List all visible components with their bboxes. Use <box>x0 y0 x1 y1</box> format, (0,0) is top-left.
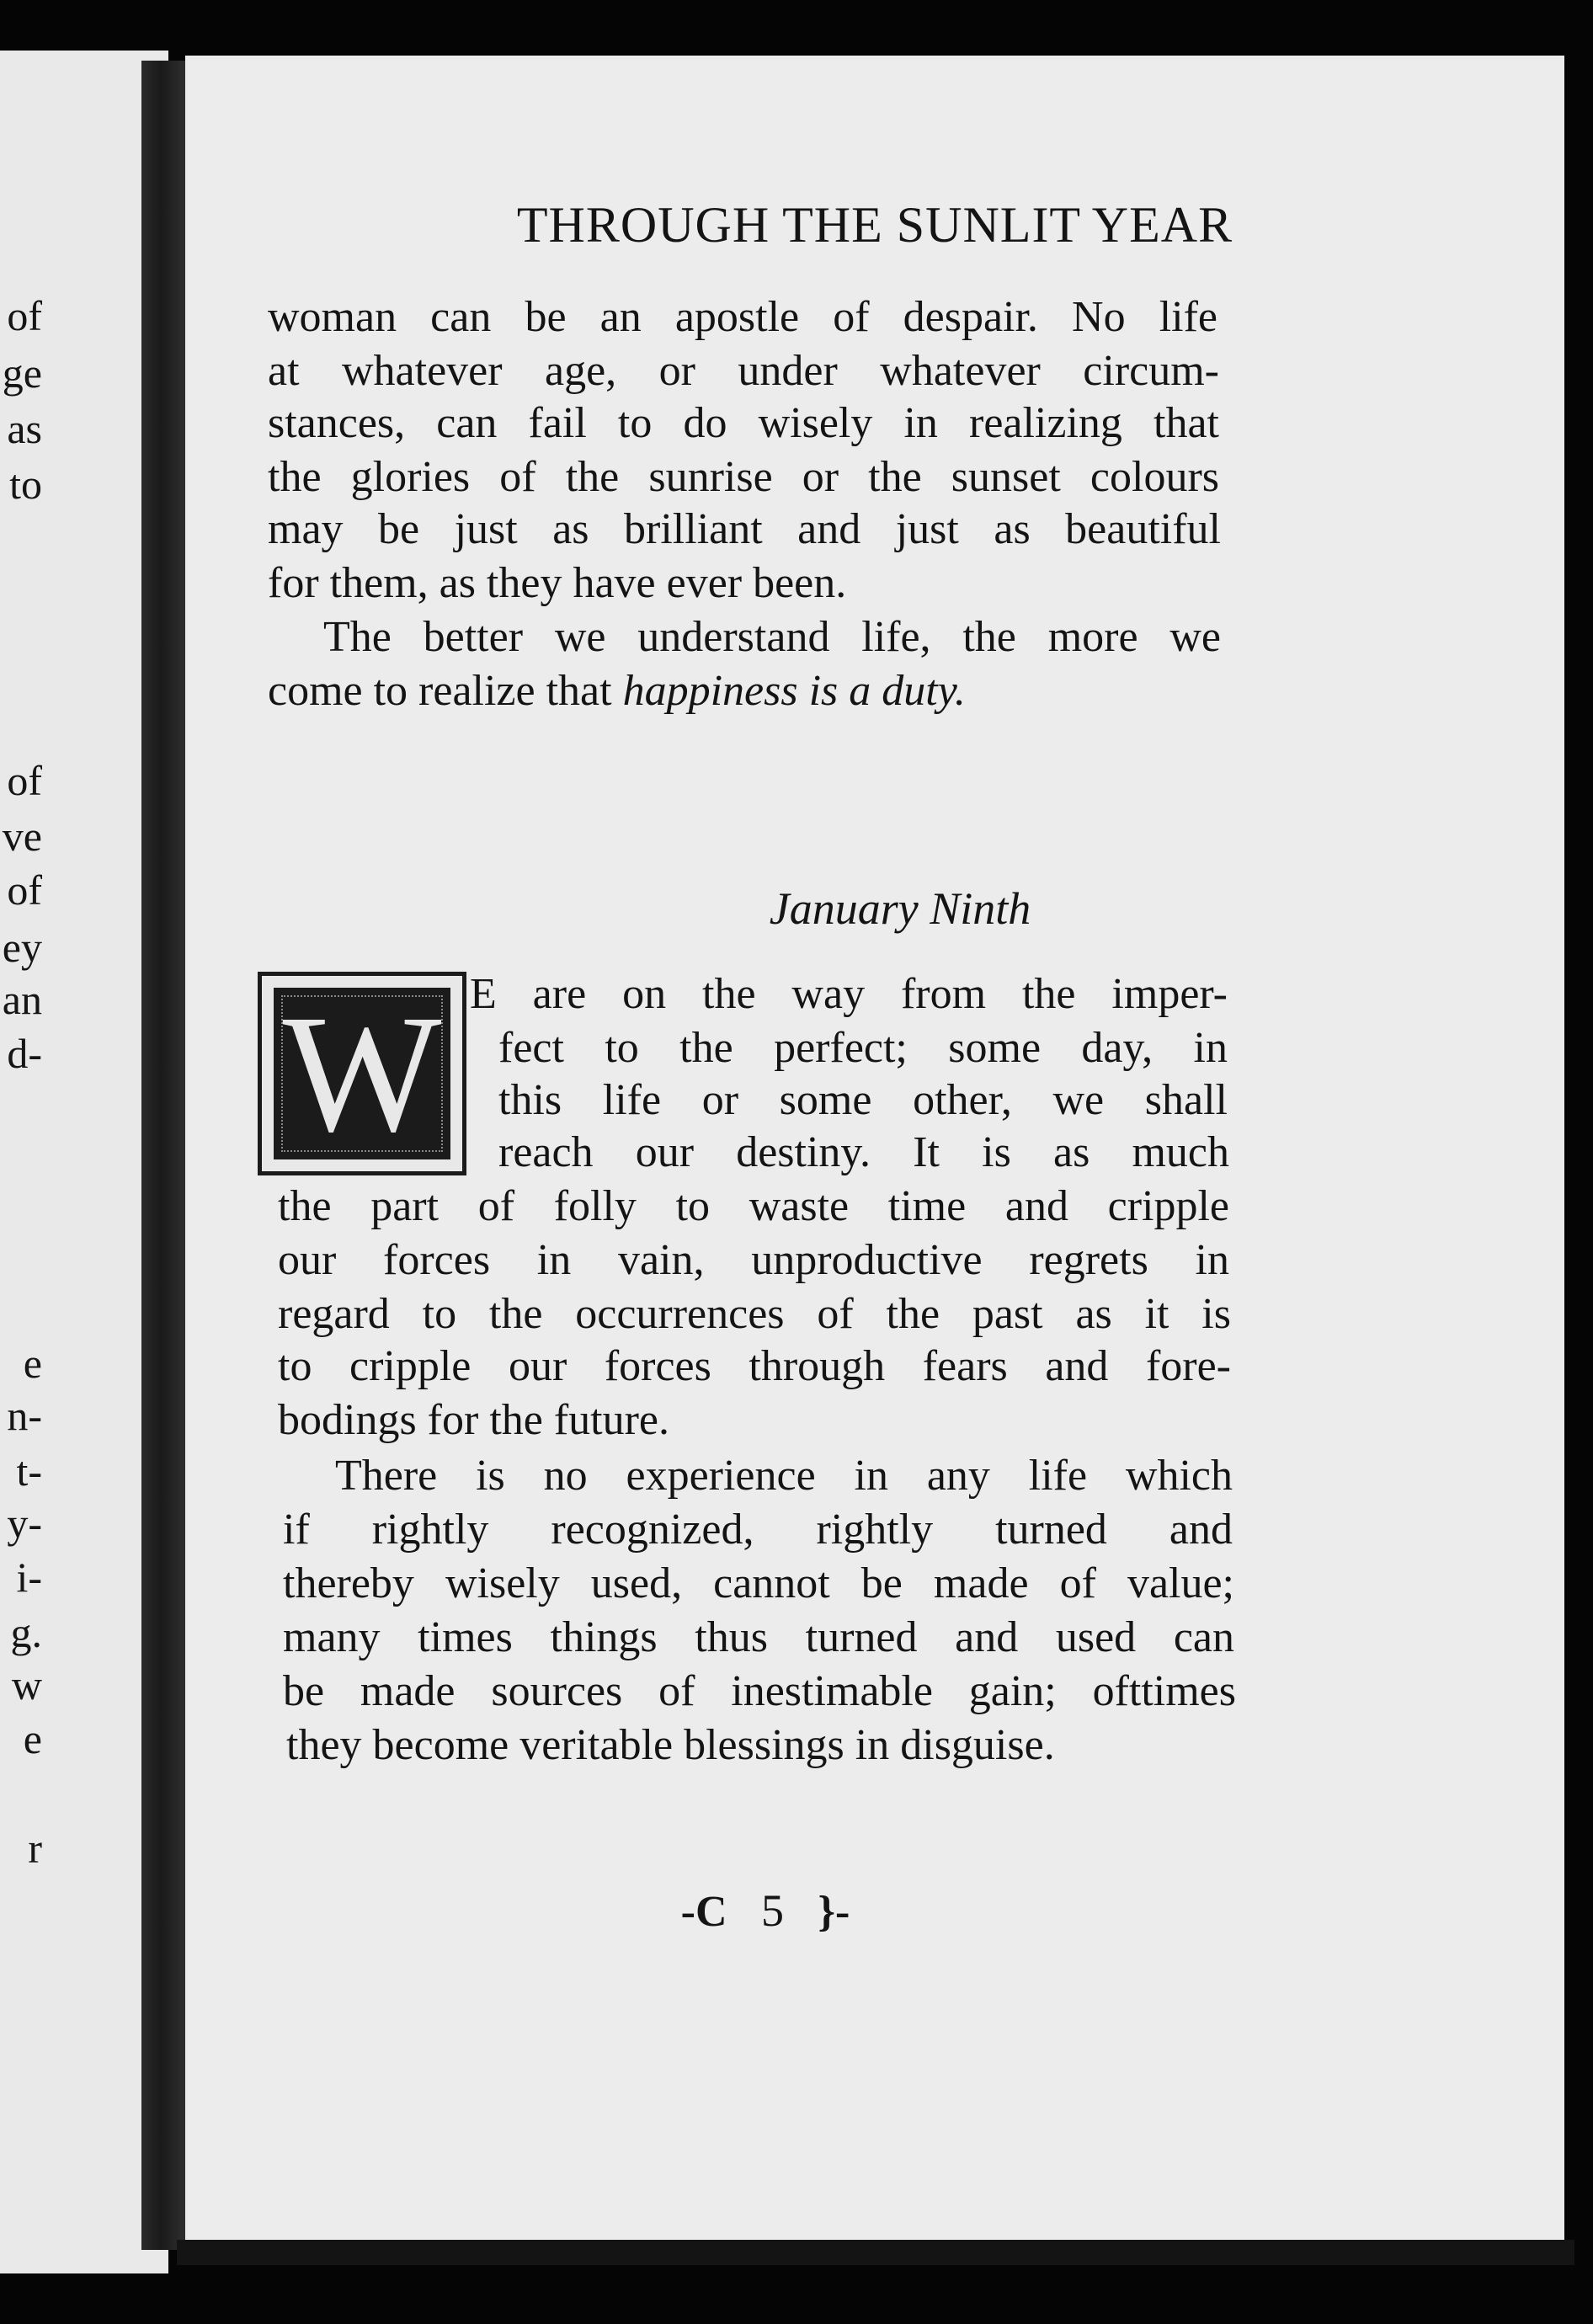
body-line: the glories of the sunrise or the sunset colours <box>268 453 1219 501</box>
body-line: reach our destiny. It is as much <box>498 1128 1229 1176</box>
body-line: may be just as brilliant and just as beautiful <box>268 505 1221 553</box>
body-line: to cripple our forces through fears and fore- <box>278 1342 1231 1390</box>
previous-page-text-fragment: ey <box>2 924 42 971</box>
body-line: E are on the way from the imper- <box>470 970 1228 1018</box>
previous-page-text-fragment: e <box>23 1340 42 1387</box>
page-number-value: 5 <box>761 1885 785 1936</box>
body-line: the part of folly to waste time and cripple <box>278 1182 1229 1230</box>
previous-page-text-fragment: r <box>28 1825 42 1872</box>
body-line: many times things thus turned and used can <box>283 1613 1234 1661</box>
body-line <box>268 665 966 717</box>
body-text: come to realize that <box>268 667 623 715</box>
body-line: our forces in vain, unproductive regrets in <box>278 1236 1229 1284</box>
folio-ornament-right: }- <box>818 1888 850 1936</box>
body-line: if rightly recognized, rightly turned and <box>283 1506 1233 1554</box>
previous-page-text-fragment: w <box>11 1661 42 1708</box>
previous-page-text-fragment: an <box>2 976 42 1023</box>
body-line: for them, as they have ever been. <box>268 559 847 607</box>
previous-page-text-fragment: d- <box>7 1030 42 1077</box>
previous-page-text-fragment: of <box>7 292 42 339</box>
body-line: they become veritable blessings in disguise. <box>286 1721 1055 1769</box>
running-head: THROUGH THE SUNLIT YEAR <box>516 197 1233 253</box>
body-line: fect to the perfect; some day, in <box>498 1024 1228 1072</box>
body-line: at whatever age, or under whatever circum- <box>268 347 1219 395</box>
previous-page-text-fragment: g. <box>10 1609 42 1656</box>
body-line: The better we understand life, the more we <box>323 613 1221 661</box>
previous-page-text-fragment: ve <box>2 813 42 860</box>
previous-page-text-fragment: to <box>9 461 42 508</box>
body-line: regard to the occurrences of the past as it is <box>278 1290 1231 1338</box>
previous-page-text-fragment: t- <box>16 1447 42 1495</box>
body-line: this life or some other, we shall <box>498 1076 1228 1124</box>
drop-cap-frame <box>274 981 450 1167</box>
ornamental-drop-cap <box>258 972 466 1175</box>
body-line: stances, can fail to do wisely in realizing that <box>268 399 1219 447</box>
previous-page-text-fragment: ge <box>2 349 42 397</box>
previous-page-text-fragment: y- <box>7 1500 42 1547</box>
previous-page-text-fragment: e <box>23 1715 42 1762</box>
previous-page-text-fragment: of <box>7 866 42 914</box>
emphasis-text: happiness is a duty. <box>622 667 966 715</box>
previous-page-text-fragment: i- <box>16 1554 42 1601</box>
previous-page-text-fragment: n- <box>7 1392 42 1439</box>
body-line: bodings for the future. <box>278 1396 670 1444</box>
previous-page-text-fragment: as <box>7 405 42 452</box>
drop-cap-letter: W <box>282 981 442 1167</box>
body-line: be made sources of inestimable gain; ofttimes <box>283 1667 1236 1715</box>
body-line: There is no experience in any life which <box>335 1452 1233 1500</box>
body-line: woman can be an apostle of despair. No life <box>268 293 1217 341</box>
previous-page-text-fragment: of <box>7 757 42 804</box>
page-bottom-edge <box>177 2240 1574 2265</box>
entry-heading: January Ninth <box>769 883 1031 934</box>
book-gutter <box>141 61 190 2250</box>
body-line: thereby wisely used, cannot be made of value; <box>283 1559 1234 1607</box>
folio-ornament-left: -C <box>680 1888 727 1936</box>
page-number <box>185 1884 1564 1937</box>
